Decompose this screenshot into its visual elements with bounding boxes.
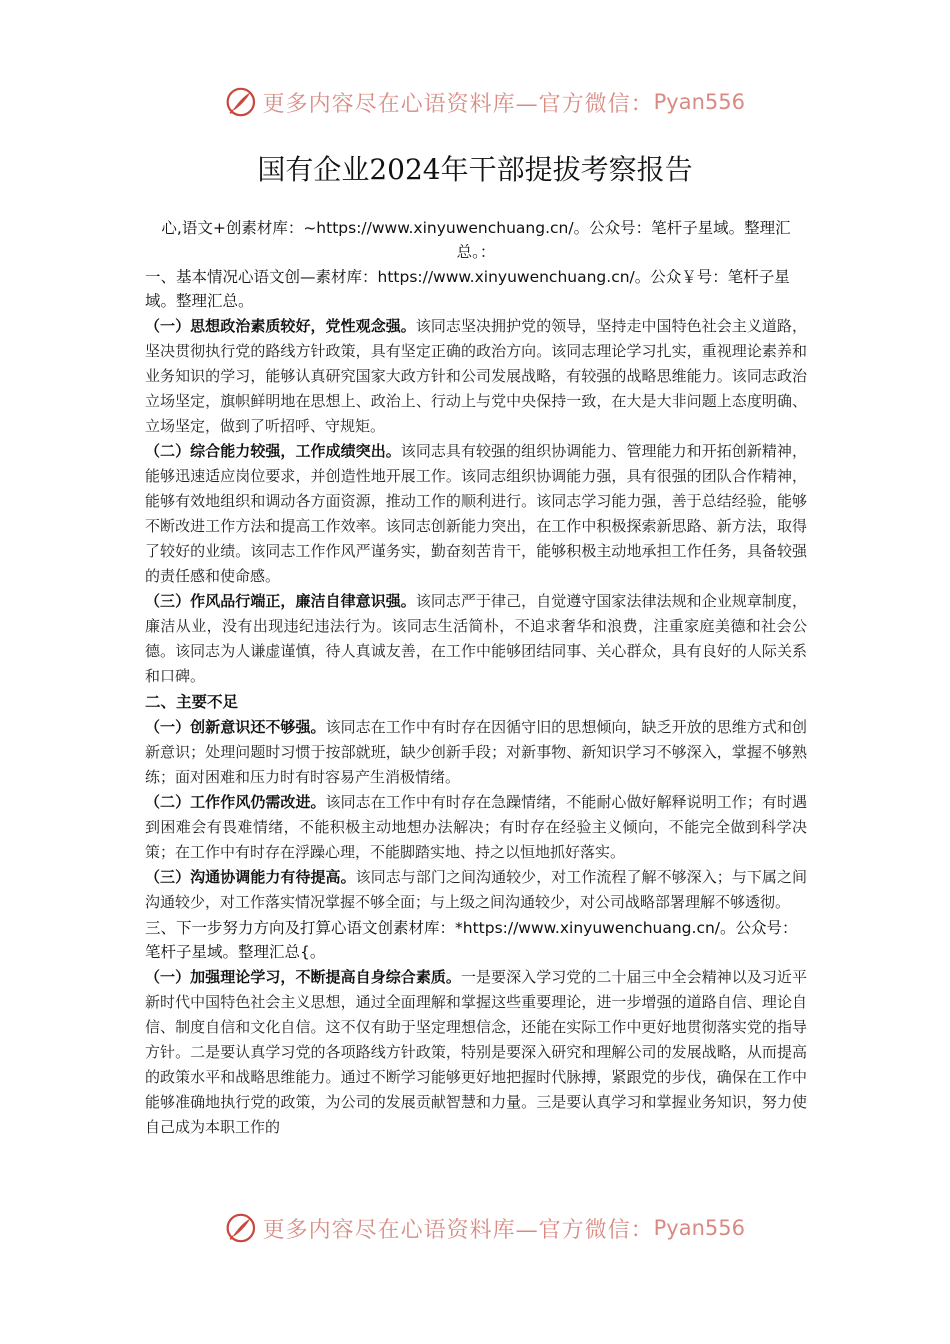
feather-logo-icon (225, 84, 257, 120)
document-body (145, 216, 807, 1140)
document-title: 国有企业2024年干部提拔考察报告 (257, 153, 693, 186)
watermark-banner-bottom (225, 1206, 745, 1250)
paragraph (145, 439, 807, 589)
paragraph-lead: （一）思想政治素质较好，党性观念强。 (145, 317, 416, 335)
section-heading-1: 一、基本情况心语文创—素材库：https://www.xinyuwenchuang.cn/。公众￥号：笔杆子星域。整理汇总。 (145, 268, 790, 310)
paragraph-text: 该同志严于律己，自觉遵守国家法律法规和企业规章制度，廉洁从业，没有出现违纪违法行为。该同志生活简朴，不追求奢华和浪费，注重家庭美德和社会公德。该同志为人谦虚谨慎，待人真诚友善，在工作中能够团结同事、关心群众，具有良好的人际关系和口碑。 (145, 592, 807, 685)
feather-logo-icon (225, 1210, 257, 1246)
paragraph (145, 865, 807, 915)
paragraph-lead: （二）工作作风仍需改进。 (145, 793, 326, 811)
paragraph-text: 该同志坚决拥护党的领导，坚持走中国特色社会主义道路，坚决贯彻执行党的路线方针政策，具有坚定正确的政治方向。该同志理论学习扎实，重视理论素养和业务知识的学习，能够认真研究国家大政方针和公司发展战略，有较强的战略思维能力。该同志政治立场坚定，旗帜鲜明地在思想上、政治上、行动上与党中央保持一致，在大是大非问题上态度明确、立场坚定，做到了听招呼、守规矩。 (145, 317, 807, 435)
paragraph-text: 该同志在工作中有时存在急躁情绪，不能耐心做好解释说明工作；有时遇到困难会有畏难情绪，不能积极主动地想办法解决；有时存在经验主义倾向，不能完全做到科学决策；在工作中有时存在浮躁心理，不能脚踏实地、持之以恒地抓好落实。 (145, 793, 807, 861)
watermark-text: 更多内容尽在心语资料库—官方微信： (262, 91, 654, 117)
watermark-text: 更多内容尽在心语资料库—官方微信： (262, 1217, 654, 1243)
paragraph-text: 该同志在工作中有时存在因循守旧的思想倾向，缺乏开放的思维方式和创新意识；处理问题时习惯于按部就班，缺少创新手段；对新事物、新知识学习不够深入，掌握不够熟练；面对困难和压力时有时容易产生消极情绪。 (145, 718, 807, 786)
paragraph-lead: （二）综合能力较强，工作成绩突出。 (145, 442, 401, 460)
source-line: 心,语文+创素材库：~https://www.xinyuwenchuang.cn/。公众号：笔杆子星域。整理汇总。： (161, 219, 791, 261)
paragraph (145, 715, 807, 790)
paragraph-lead: （一）创新意识还不够强。 (145, 718, 326, 736)
watermark-handle: Pyan556 (653, 1216, 745, 1240)
paragraph-lead: （三）作风品行端正，廉洁自律意识强。 (145, 592, 416, 610)
paragraph-text: 一是要深入学习党的二十届三中全会精神以及习近平新时代中国特色社会主义思想，通过全面理解和掌握这些重要理论，进一步增强的道路自信、理论自信、制度自信和文化自信。这不仅有助于坚定理想信念，还能在实际工作中更好地贯彻落实党的指导方针。二是要认真学习党的各项路线方针政策，特别是要深入研究和理解公司的发展战略，从而提高的政策水平和战略思维能力。通过不断学习能够更好地把握时代脉搏，紧跟党的步伐，确保在工作中能够准确地执行党的政策，为公司的发展贡献智慧和力量。三是要认真学习和掌握业务知识，努力使自己成为本职工作的 (145, 968, 807, 1136)
paragraph (145, 965, 807, 1140)
paragraph (145, 314, 807, 439)
paragraph-text: 该同志与部门之间沟通较少，对工作流程了解不够深入；与下属之间沟通较少，对工作落实情况掌握不够全面；与上级之间沟通较少，对公司战略部署理解不够透彻。 (145, 868, 807, 911)
paragraph (145, 790, 807, 865)
watermark-handle: Pyan556 (653, 90, 745, 114)
watermark-banner-top (225, 80, 745, 124)
section-heading-2: 二、主要不足 (145, 693, 239, 711)
paragraph (145, 589, 807, 689)
paragraph-lead: （三）沟通协调能力有待提高。 (145, 868, 356, 886)
paragraph-lead: （一）加强理论学习，不断提高自身综合素质。 (145, 968, 461, 986)
paragraph-text: 该同志具有较强的组织协调能力、管理能力和开拓创新精神，能够迅速适应岗位要求，并创造性地开展工作。该同志组织协调能力强，具有很强的团队合作精神，能够有效地组织和调动各方面资源，推动工作的顺利进行。该同志学习能力强，善于总结经验，能够不断改进工作方法和提高工作效率。该同志创新能力突出，在工作中积极探索新思路、新方法，取得了较好的业绩。该同志工作作风严谨务实，勤奋刻苦肯干，能够积极主动地承担工作任务，具备较强的责任感和使命感。 (145, 442, 807, 585)
section-heading-3: 三、下一步努力方向及打算心语文创素材库：*https://www.xinyuwenchuang.cn/。公众号：笔杆子星域。整理汇总{。 (145, 919, 798, 961)
